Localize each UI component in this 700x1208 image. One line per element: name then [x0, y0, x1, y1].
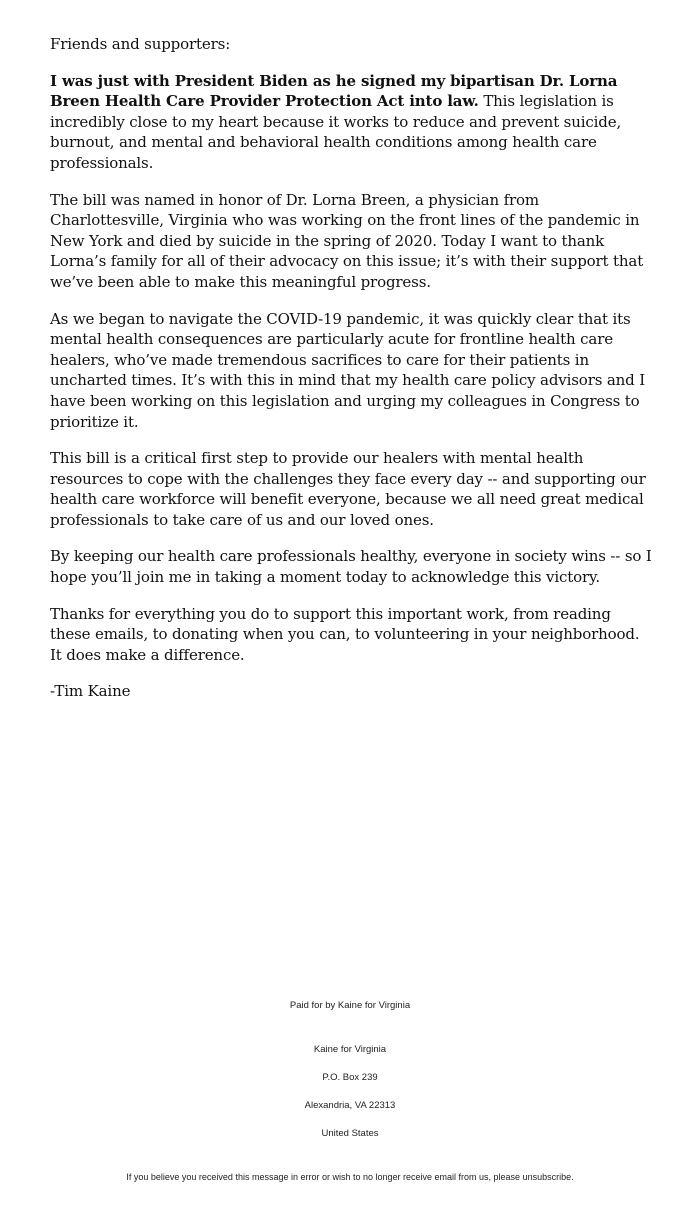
paid-for-notice: Paid for by Kaine for Virginia	[289, 1000, 411, 1011]
org-name: Kaine for Virginia	[313, 1044, 387, 1055]
unsubscribe-link[interactable]: unsubscribe	[522, 1172, 572, 1182]
city-state-zip: Alexandria, VA 22313	[304, 1100, 396, 1111]
unsubscribe-suffix: .	[571, 1172, 574, 1182]
paragraph-2: The bill was named in honor of Dr. Lorna Breen, a physician from Charlottesville, Virginia who was working on the front lines of the pandemic in New York and died by suicide in the spring of 2020. Today I want to thank Lorna’s family for all of their advocacy on this issue; it’s with their support that we’ve been able to make this meaningful progress.	[50, 190, 644, 291]
unsubscribe-prefix: If you believe you received this message in error or wish to no longer receive email from us, please	[126, 1172, 523, 1182]
letter-body	[50, 34, 655, 718]
paragraph-5: By keeping our health care professionals healthy, everyone in society wins -- so I hope you’ll join me in taking a moment today to acknowledge this victory.	[50, 547, 652, 587]
paragraph-3: As we began to navigate the COVID-19 pandemic, it was quickly clear that its mental health consequences are particularly acute for frontline health care healers, who’ve made tremendous sacrifices to care for their patients in uncharted times. It’s with this in mind that my health care policy advisors and I have been working on this legislation and urging my colleagues in Congress to prioritize it.	[50, 309, 646, 431]
paragraph-6: Thanks for everything you do to support this important work, from reading these emails, to donating when you can, to volunteering in your neighborhood. It does make a difference.	[50, 604, 640, 664]
paragraph-1	[50, 71, 655, 174]
paragraph-4: This bill is a critical first step to provide our healers with mental health resources to cope with the challenges they face every day -- and supporting our health care workforce will benefit everyone, because we all need great medical professionals to take care of us and our loved ones.	[50, 449, 646, 529]
signature: -Tim Kaine	[50, 682, 131, 701]
unsubscribe-notice	[0, 1172, 700, 1182]
po-box: P.O. Box 239	[322, 1072, 378, 1083]
greeting: Friends and supporters:	[50, 35, 231, 53]
paragraph-1-text: This legislation is incredibly close to my heart because it works to reduce and prevent suicide, burnout, and mental and behavioral health conditions among health care professionals.	[50, 92, 622, 172]
paragraph-1-bold: I was just with President Biden as he signed my bipartisan Dr. Lorna Breen Health Care Provider Protection Act into law.	[50, 71, 618, 111]
country: United States	[321, 1128, 379, 1139]
